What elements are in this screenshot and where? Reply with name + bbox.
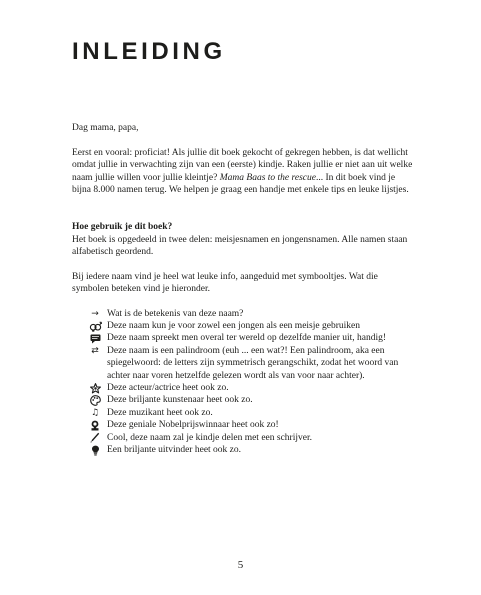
- symbol-item: [72, 308, 416, 320]
- symbol-item: [72, 444, 416, 456]
- gender-icon: [88, 320, 102, 332]
- symbol-description: Deze acteur/actrice heet ook zo.: [107, 383, 229, 394]
- symbol-description: Deze naam spreekt men overal ter wereld op dezelfde manier uit, handig!: [107, 333, 387, 344]
- page-title: INLEIDING: [72, 38, 226, 65]
- star-icon: [88, 382, 102, 394]
- symbol-description: Wat is de betekenis van deze naam?: [107, 308, 244, 319]
- lightbulb-icon: [88, 444, 102, 456]
- symbol-item: [72, 394, 416, 406]
- symbol-item: [72, 382, 416, 394]
- section-heading: Hoe gebruik je dit boek?: [72, 222, 173, 233]
- arrow-right-icon: →: [91, 308, 99, 319]
- medal-icon: [88, 419, 102, 431]
- symbol-item: [72, 419, 416, 431]
- body-text: [72, 122, 416, 457]
- symbol-description: Deze briljante kunstenaar heet ook zo.: [107, 395, 253, 406]
- book-title-italic: Mama Baas to the rescue: [219, 172, 316, 183]
- symbol-item: [72, 320, 416, 332]
- page-number: 5: [237, 559, 244, 571]
- symbol-description: Deze naam kun je voor zowel een jongen als een meisje gebruiken: [107, 321, 360, 332]
- symbol-description: Deze geniale Nobelprijswinnaar heet ook zo!: [107, 420, 279, 431]
- symbol-description: Een briljante uitvinder heet ook zo.: [107, 445, 242, 456]
- symbol-description: Deze muzikant heet ook zo.: [107, 407, 213, 418]
- symbol-item: [72, 432, 416, 444]
- symbol-item: [72, 332, 416, 344]
- symbol-item: [72, 407, 416, 419]
- symbol-description: Deze naam is een palindroom (euh ... een wat?! Een palindroom, aka een spiegelwoord: de letters zijn symmetrisch gerangschikt, zodat het woord van achter naar voren hetzelfde gelezen wordt als van voor naar achter).: [107, 345, 399, 381]
- symbol-legend: [72, 308, 416, 457]
- intro-text: Eerst en vooral: proficiat! Als jullie dit boek gekocht of gekregen hebben, is dat wellicht omdat jullie in verwachting zijn van een (eerste) kindje. Raken jullie er niet aan uit welke naam jullie willen voor jullie kleintje?: [72, 147, 413, 183]
- speech-bubble-icon: [88, 332, 102, 344]
- swap-arrows-icon: ⇄: [91, 345, 99, 356]
- greeting: Dag mama, papa,: [72, 123, 139, 133]
- palette-icon: [88, 394, 102, 406]
- intro-paragraph: [72, 147, 416, 197]
- symbol-description: Cool, deze naam zal je kindje delen met een schrijver.: [107, 432, 312, 443]
- intro-text-continued: ... In dit boek vind je bijna 8.000 namen terug. We helpen je graag een handje met enkele tips en leuke lijstjes.: [72, 172, 409, 196]
- section-paragraph: Het boek is opgedeeld in twee delen: meisjesnamen en jongensnamen. Alle namen staan alfabetisch geordend.: [72, 234, 408, 258]
- music-note-icon: ♫: [90, 407, 100, 418]
- pen-icon: [88, 432, 102, 444]
- section-paragraph-symbols: Bij iedere naam vind je heel wat leuke info, aangeduid met symbooltjes. Wat die symbolen beteken vind je hieronder.: [72, 271, 378, 295]
- symbol-item: [72, 345, 416, 382]
